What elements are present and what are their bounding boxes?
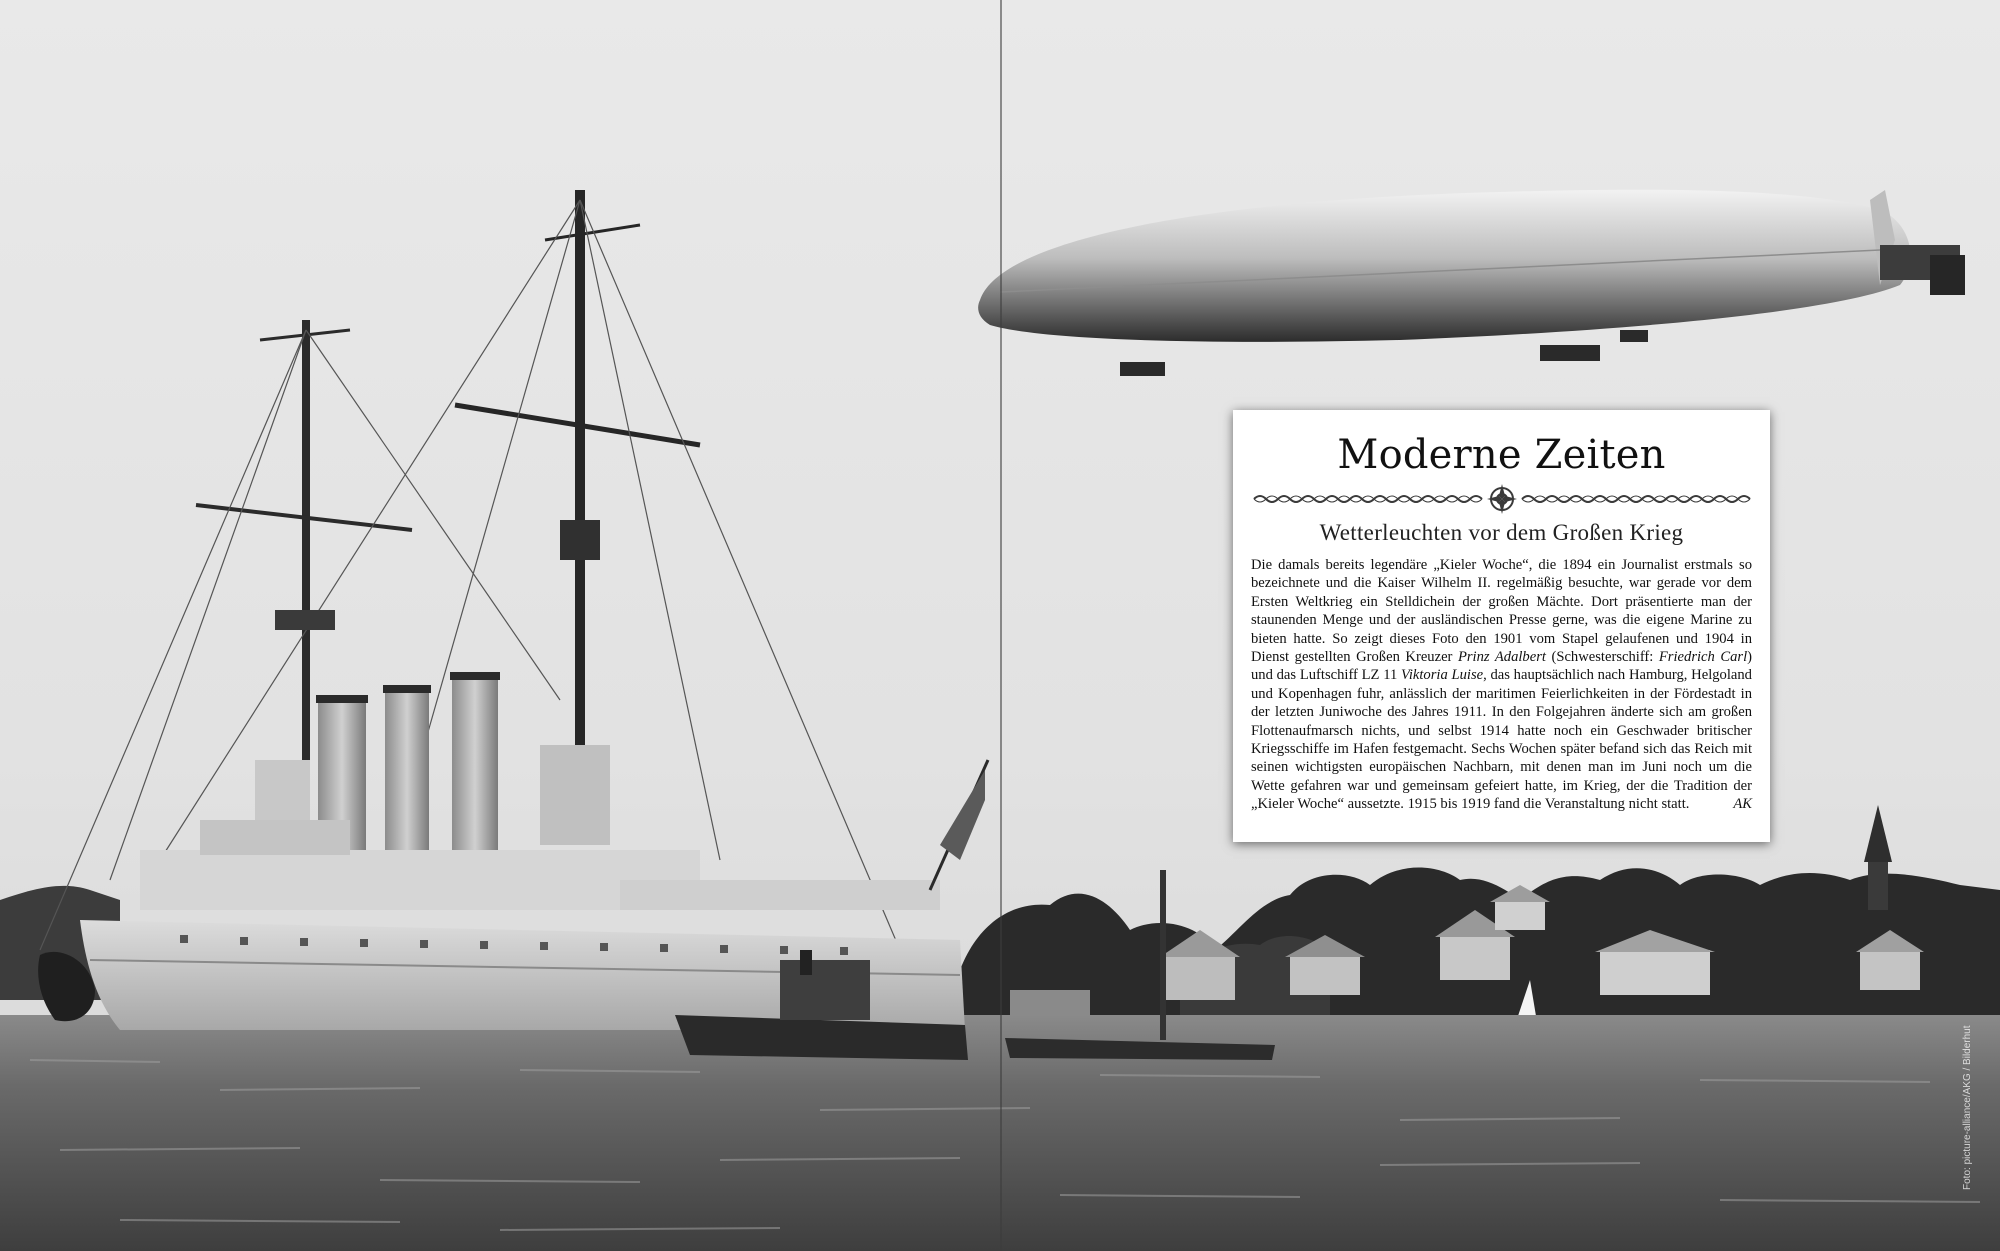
rope-ornament-with-compass-rose (1252, 484, 1752, 514)
page-gutter (1000, 0, 1002, 1251)
article-title: Moderne Zeiten (1337, 432, 1666, 478)
article-subtitle: Wetterleuchten vor dem Großen Krieg (1319, 520, 1684, 545)
photo-credit: Foto: picture-alliance/AKG / Bilderhut (1962, 1025, 1973, 1190)
article-body: Die damals bereits legendäre „Kieler Woche“, die 1894 ein Journalist erstmals so bezeichnete und die Kaiser Wilhelm II. regelmäßig besuchte, war gerade vor dem Ersten Weltkrieg ein Stelldichein der großen Mächte. Dort präsentierte man der staunenden Menge und der ausländischen Presse gerne, was die eigene Marine zu bieten hatte. So zeigt dieses Foto den 1901 vom Stapel gelaufenen und 1904 in Dienst gestellten Großen Kreuzer Prinz Adalbert (Schwesterschiff: Friedrich Carl) und das Luftschiff LZ 11 Viktoria Luise, das hauptsächlich nach Hamburg, Helgoland und Kopenhagen fuhr, anlässlich der maritimen Feierlichkeiten in der Fördestadt in der letzten Juniwoche des Jahres 1911. In den Folgejahren änderte sich am großen Flottenaufmarsch nichts, und selbst 1914 hatte noch ein Geschwader britischer Kriegsschiffe im Hafen festgemacht. Sechs Wochen später befand sich das Reich mit seinen wichtigsten europäischen Nachbarn, mit denen man im Juni noch um die Wette gefahren war und gemeinsam gefeiert hatte, im Krieg, der die Tradition der „Kieler Woche“ aussetzte. 1915 bis 1919 fand die Veranstaltung nicht statt. AK (1251, 557, 1753, 813)
article-box (1233, 410, 1770, 842)
author-initials: AK (1733, 796, 1752, 813)
